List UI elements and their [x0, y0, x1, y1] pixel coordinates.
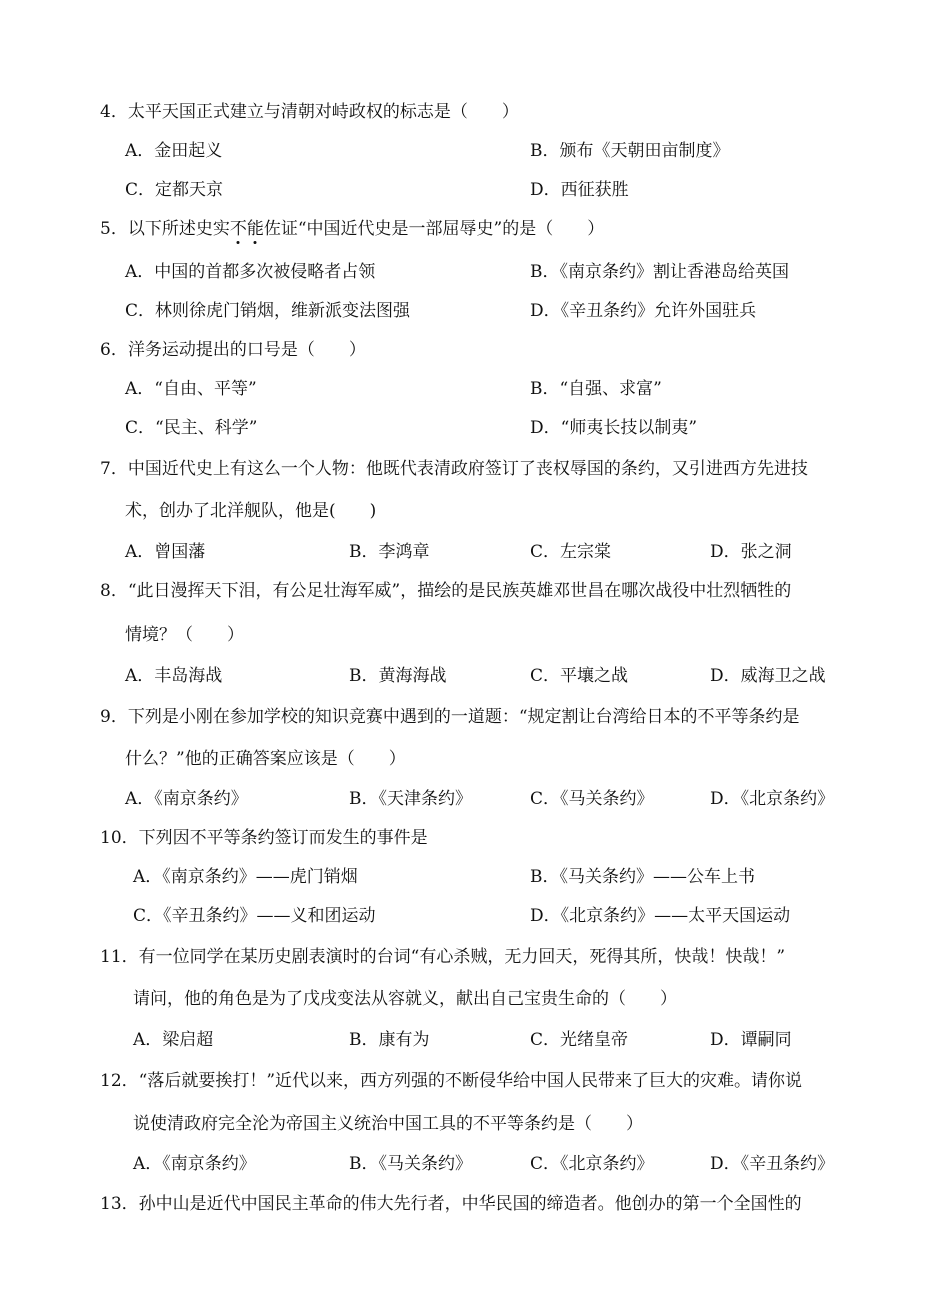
- question-10-option-c: C．《辛丑条约》——义和团运动: [133, 906, 376, 926]
- question-12-option-b: B．《马关条约》: [349, 1154, 472, 1174]
- question-11-stem-line-1: 11．有一位同学在某历史剧表演时的台词“有心杀贼，无力回天，死得其所，快哉！快哉！”: [100, 947, 786, 967]
- question-5-stem-text: 5．以下所述史实: [100, 219, 230, 239]
- question-10-option-d: D．《北京条约》——太平天国运动: [530, 906, 791, 926]
- question-6-option-b: B．“自强、求富”: [530, 379, 662, 399]
- question-11-option-b: B．康有为: [349, 1030, 430, 1050]
- question-4-option-b: B．颁布《天朝田亩制度》: [530, 141, 730, 161]
- question-12-option-c: C．《北京条约》: [530, 1154, 654, 1174]
- question-8-option-d: D．威海卫之战: [710, 666, 826, 686]
- question-9-option-b: B．《天津条约》: [349, 789, 472, 809]
- question-7-option-b: B．李鸿章: [349, 542, 430, 562]
- question-12-stem-line-1: 12．“落后就要挨打！”近代以来，西方列强的不断侵华给中国人民带来了巨大的灾难。请你说: [100, 1071, 803, 1091]
- question-5-option-c: C．林则徐虎门销烟，维新派变法图强: [125, 301, 411, 321]
- question-6-option-c: C．“民主、科学”: [125, 418, 258, 438]
- question-6-option-d: D．“师夷长技以制夷”: [530, 418, 698, 438]
- question-9-stem-line-2: 什么？”他的正确答案应该是（ ）: [125, 749, 406, 769]
- question-11-option-a: A．梁启超: [133, 1030, 214, 1050]
- question-4-option-c: C．定都天京: [125, 180, 224, 200]
- question-8-stem-line-2: 情境？（ ）: [125, 625, 244, 645]
- question-5-stem: [100, 218, 604, 240]
- question-7-stem-line-1: 7．中国近代史上有这么一个人物：他既代表清政府签订了丧权辱国的条约，又引进西方先进技: [100, 459, 808, 479]
- question-13-stem: 13．孙中山是近代中国民主革命的伟大先行者，中华民国的缔造者。他创办的第一个全国性的: [100, 1194, 802, 1214]
- question-9-stem-line-1: 9．下列是小刚在参加学校的知识竞赛中遇到的一道题：“规定割让台湾给日本的不平等条约是: [100, 707, 800, 727]
- question-8-option-c: C．平壤之战: [530, 666, 629, 686]
- question-5-option-b: B．《南京条约》割让香港岛给英国: [530, 262, 789, 282]
- question-7-option-a: A．曾国藩: [125, 542, 206, 562]
- emphasis-mark-char: 能: [246, 219, 264, 239]
- question-5-option-d: D．《辛丑条约》允许外国驻兵: [530, 301, 757, 321]
- question-11-option-d: D．谭嗣同: [710, 1030, 792, 1050]
- emphasis-mark-char: 不: [229, 219, 247, 239]
- question-4-stem: 4．太平天国正式建立与清朝对峙政权的标志是（ ）: [100, 102, 519, 122]
- question-9-option-d: D．《北京条约》: [710, 789, 835, 809]
- question-8-option-a: A．丰岛海战: [125, 666, 223, 686]
- question-7-stem-line-2: 术，创办了北洋舰队，他是( ): [125, 501, 377, 521]
- question-8-option-b: B．黄海海战: [349, 666, 447, 686]
- question-9-option-a: A．《南京条约》: [125, 789, 248, 809]
- question-11-option-c: C．光绪皇帝: [530, 1030, 629, 1050]
- question-6-stem: 6．洋务运动提出的口号是（ ）: [100, 340, 366, 360]
- question-10-option-a: A．《南京条约》——虎门销烟: [133, 867, 358, 887]
- question-7-option-c: C．左宗棠: [530, 542, 612, 562]
- question-12-option-a: A．《南京条约》: [133, 1154, 256, 1174]
- question-10-option-b: B．《马关条约》——公车上书: [530, 867, 755, 887]
- question-12-option-d: D．《辛丑条约》: [710, 1154, 835, 1174]
- question-12-stem-line-2: 说使清政府完全沦为帝国主义统治中国工具的不平等条约是（ ）: [133, 1114, 643, 1134]
- question-11-stem-line-2: 请问，他的角色是为了戊戌变法从容就义，献出自己宝贵生命的（ ）: [133, 989, 677, 1009]
- question-4-option-d: D．西征获胜: [530, 180, 629, 200]
- question-10-stem: 10．下列因不平等条约签订而发生的事件是: [100, 828, 428, 848]
- question-4-option-a: A．金田起义: [125, 141, 223, 161]
- question-7-option-d: D．张之洞: [710, 542, 792, 562]
- question-5-option-a: A．中国的首都多次被侵略者占领: [125, 262, 376, 282]
- question-8-stem-line-1: 8．“此日漫挥天下泪，有公足壮海军威”，描绘的是民族英雄邓世昌在哪次战役中壮烈牺牲的: [100, 581, 792, 601]
- question-6-option-a: A．“自由、平等”: [125, 379, 257, 399]
- question-9-option-c: C．《马关条约》: [530, 789, 654, 809]
- question-5-stem-text: 佐证“中国近代史是一部屈辱史”的是（ ）: [263, 219, 605, 239]
